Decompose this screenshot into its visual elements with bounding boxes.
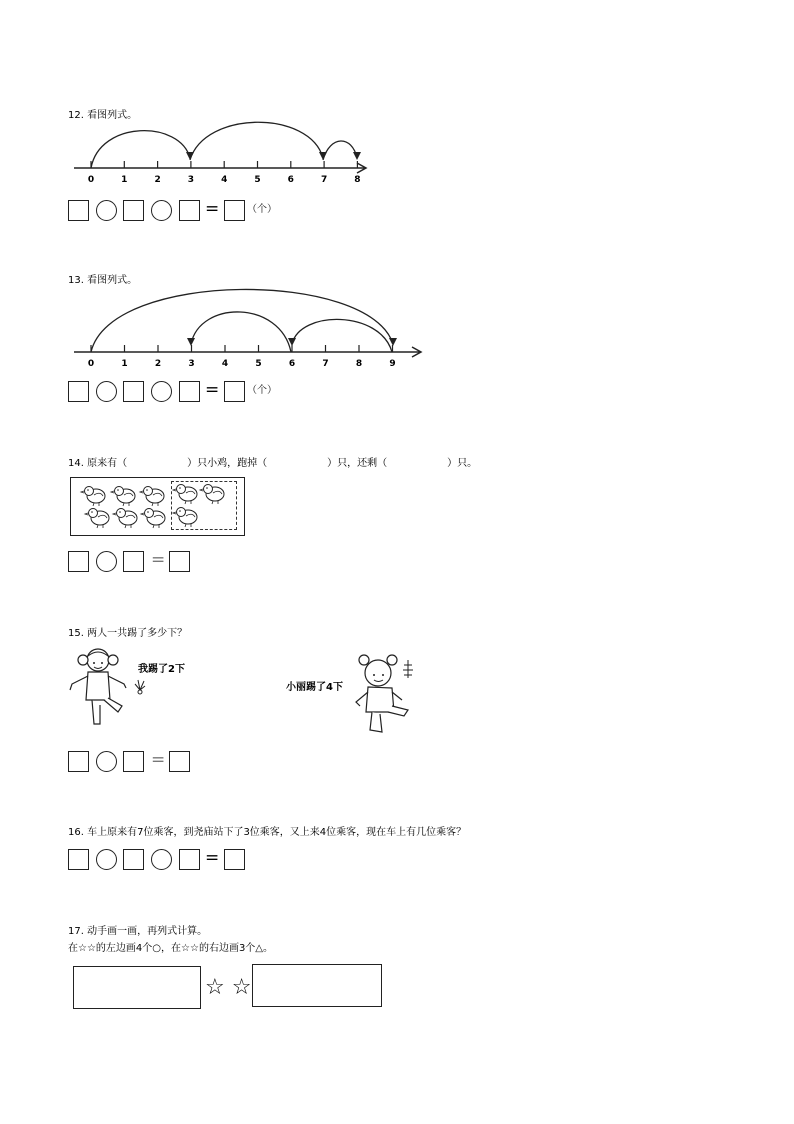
tick-label: 3 — [188, 359, 195, 369]
question-17-instruction: 在☆☆的左边画4个○，在☆☆的右边画3个△。 — [68, 943, 273, 954]
operator-circle[interactable] — [96, 751, 117, 772]
tick-label: 5 — [254, 175, 261, 185]
left-drawing-box[interactable] — [73, 966, 201, 1009]
tick-label: 7 — [320, 175, 328, 185]
tick-label: 7 — [322, 359, 329, 369]
tick-label: 2 — [154, 175, 161, 185]
question-15-title: 15. 两人一共踢了多少下？ — [68, 628, 188, 639]
result-box[interactable] — [169, 751, 190, 772]
girl2-speech: 小丽踢了4下 — [286, 682, 343, 693]
tick-label: 1 — [121, 175, 128, 185]
tick-label: 8 — [354, 175, 361, 185]
answer-box-1[interactable] — [68, 849, 89, 870]
star-icons: ☆ ☆ — [205, 975, 252, 1000]
question-13-title: 13. 看图列式。 — [68, 275, 138, 286]
tick-label: 6 — [287, 175, 294, 185]
tick-label: 8 — [355, 359, 363, 369]
equals-sign: = — [151, 550, 166, 570]
tick-label: 5 — [255, 359, 262, 369]
tick-label: 4 — [221, 175, 228, 185]
unit-label: （个） — [247, 385, 277, 396]
equals-sign: = — [151, 750, 166, 770]
tick-label: 9 — [389, 359, 396, 369]
tick-label: 1 — [121, 359, 128, 369]
answer-box-3[interactable] — [179, 849, 200, 870]
answer-box-2[interactable] — [123, 751, 144, 772]
equals-sign: = — [205, 380, 220, 400]
equals-sign: = — [205, 848, 220, 868]
girl1-speech: 我踢了2下 — [138, 664, 185, 675]
question-12-title: 12. 看图列式。 — [68, 110, 138, 121]
tick-label: 0 — [87, 175, 95, 185]
tick-label: 6 — [288, 359, 296, 369]
question-17-title: 17. 动手画一画，再列式计算。 — [68, 926, 208, 937]
right-drawing-box[interactable] — [252, 964, 382, 1007]
answer-box-2[interactable] — [123, 849, 144, 870]
result-box[interactable] — [224, 849, 245, 870]
tick-label: 0 — [87, 359, 95, 369]
equals-sign: = — [205, 199, 220, 219]
operator-circle-2[interactable] — [151, 849, 172, 870]
tick-label: 4 — [221, 359, 229, 369]
unit-label: （个） — [247, 204, 277, 215]
question-16-title: 16. 车上原来有7位乘客，到尧庙站下了3位乘客，又上来4位乘客，现在车上有几位乘客？ — [68, 827, 467, 838]
operator-circle-1[interactable] — [96, 849, 117, 870]
answer-box-1[interactable] — [68, 751, 89, 772]
tick-label: 3 — [187, 175, 195, 185]
question-14-title: 14. 原来有（ ）只小鸡，跑掉（ ）只，还剩（ ）只。 — [68, 458, 478, 469]
tick-label: 2 — [154, 359, 162, 369]
